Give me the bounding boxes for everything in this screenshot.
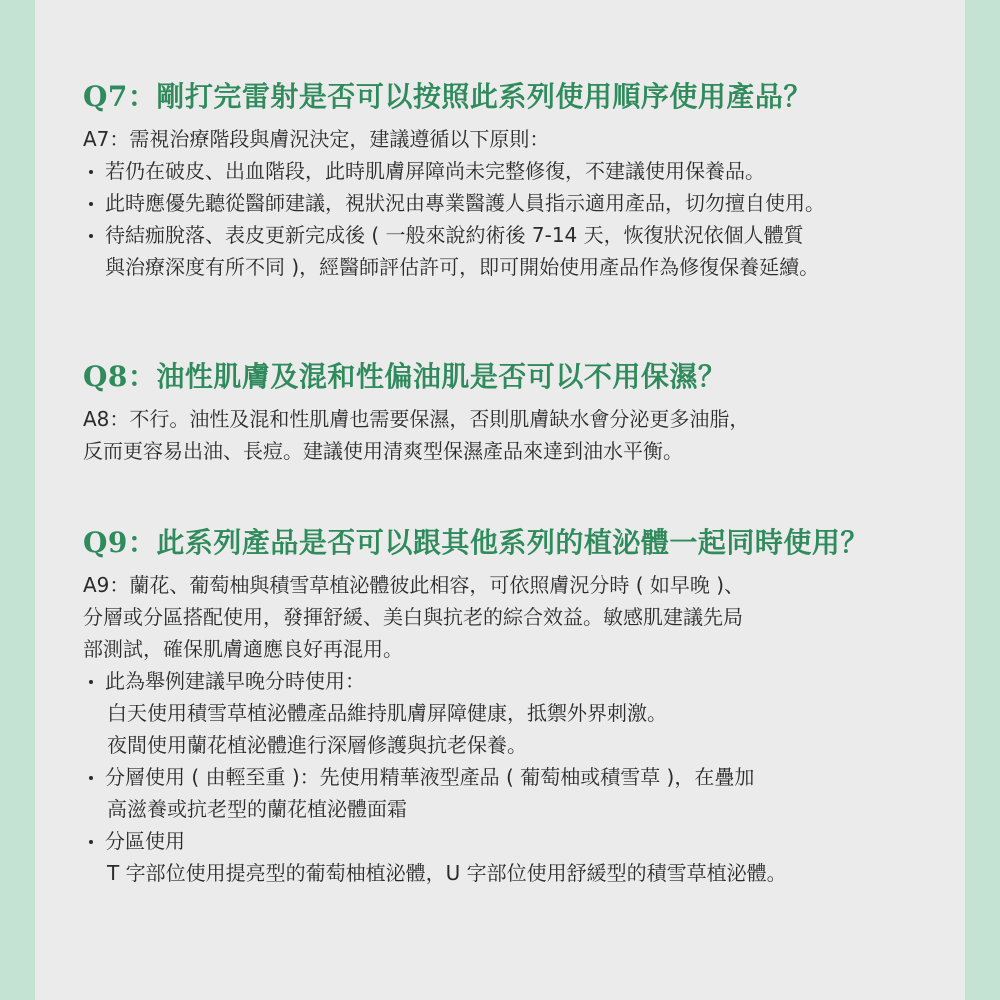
bullet-continuation: 與治療深度有所不同 )，經醫師評估許可，即可開始使用產品作為修復保養延續。 bbox=[105, 255, 820, 279]
question-text: 此系列產品是否可以跟其他系列的植泌體一起同時使用？ bbox=[156, 526, 869, 559]
faq-q8 bbox=[83, 359, 943, 467]
bullet-item: 分層使用 ( 由輕至重 )：先使用精華液型產品 ( 葡萄柚或積雪草 )，在疊加 bbox=[83, 761, 943, 793]
question-heading bbox=[83, 525, 943, 561]
answer-line: 部測試，確保肌膚適應良好再混用。 bbox=[83, 637, 403, 661]
question-heading bbox=[83, 79, 943, 115]
question-number: Q7 bbox=[83, 80, 128, 113]
question-separator: ： bbox=[127, 360, 157, 393]
question-text: 油性肌膚及混和性偏油肌是否可以不用保濕？ bbox=[156, 360, 727, 393]
content-panel bbox=[35, 0, 965, 1000]
faq-q9 bbox=[83, 525, 943, 889]
sub-item: T 字部位使用提亮型的葡萄柚植泌體，U 字部位使用舒緩型的積雪草植泌體。 bbox=[107, 861, 787, 885]
answer-line: 分層或分區搭配使用，發揮舒緩、美白與抗老的綜合效益。敏感肌建議先局 bbox=[83, 605, 743, 629]
question-separator: ： bbox=[127, 526, 157, 559]
faq-q7 bbox=[83, 79, 943, 283]
answer-line: A8：不行。油性及混和性肌膚也需要保濕，否則肌膚缺水會分泌更多油脂， bbox=[83, 407, 750, 431]
question-number: Q8 bbox=[83, 360, 128, 393]
sub-item: 白天使用積雪草植泌體產品維持肌膚屏障健康，抵禦外界刺激。 bbox=[107, 701, 667, 725]
bullet-item: 若仍在破皮、出血階段，此時肌膚屏障尚未完整修復，不建議使用保養品。 bbox=[83, 155, 943, 187]
question-heading bbox=[83, 359, 943, 395]
bullet-item: 此為舉例建議早晚分時使用： bbox=[83, 665, 943, 697]
question-text: 剛打完雷射是否可以按照此系列使用順序使用產品？ bbox=[156, 80, 812, 113]
bullet-item: 分區使用 bbox=[83, 825, 943, 857]
question-separator: ： bbox=[127, 80, 157, 113]
question-number: Q9 bbox=[83, 526, 128, 559]
answer-line: A9：蘭花、葡萄柚與積雪草植泌體彼此相容，可依照膚況分時 ( 如早晚 )、 bbox=[83, 573, 745, 597]
bullet-continuation: 高滋養或抗老型的蘭花植泌體面霜 bbox=[107, 797, 407, 821]
answer-line: 反而更容易出油、長痘。建議使用清爽型保濕產品來達到油水平衡。 bbox=[83, 439, 683, 463]
sub-item: 夜間使用蘭花植泌體進行深層修護與抗老保養。 bbox=[107, 733, 527, 757]
bullet-item: 此時應優先聽從醫師建議，視狀況由專業醫護人員指示適用產品，切勿擅自使用。 bbox=[83, 187, 943, 219]
answer-intro: A7：需視治療階段與膚況決定，建議遵循以下原則： bbox=[83, 127, 550, 151]
bullet-item: 待結痂脫落、表皮更新完成後 ( 一般來說約術後 7-14 天，恢復狀況依個人體質 bbox=[83, 219, 943, 251]
